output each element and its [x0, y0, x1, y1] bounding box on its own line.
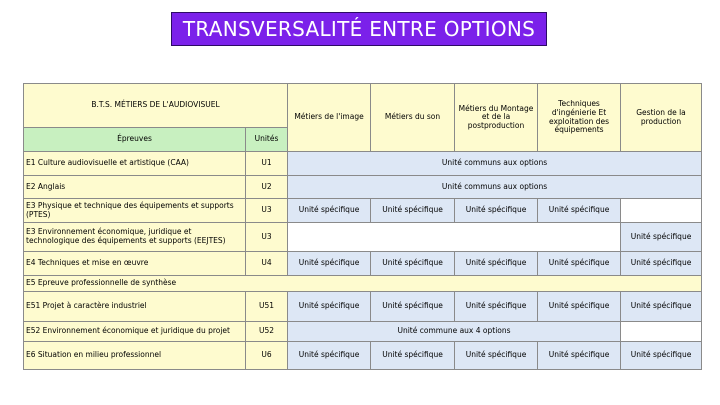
specific-unit-cell: Unité spécifique [538, 342, 621, 370]
specific-unit-cell: Unité spécifique [538, 199, 621, 223]
common-unit-cell: Unité commune aux 4 options [288, 322, 621, 342]
table-row [24, 223, 702, 252]
empty-cell [621, 322, 702, 342]
row-unit: U6 [246, 342, 288, 370]
section-label: E5 Epreuve professionnelle de synthèse [24, 276, 702, 292]
table-row [24, 292, 702, 322]
common-unit-cell: Unité communs aux options [288, 152, 702, 176]
specific-unit-cell: Unité spécifique [288, 342, 371, 370]
row-label: E51 Projet à caractère industriel [24, 292, 246, 322]
option-image-header: Métiers de l'image [288, 84, 371, 152]
option-ingenierie-header: Techniques d'ingénierie Et exploitation des équipements [538, 84, 621, 152]
specific-unit-cell: Unité spécifique [371, 342, 455, 370]
specific-unit-cell: Unité spécifique [288, 252, 371, 276]
table-row [24, 152, 702, 176]
option-production-header: Gestion de la production [621, 84, 702, 152]
bts-header: B.T.S. MÉTIERS DE L'AUDIOVISUEL [24, 84, 288, 128]
common-unit-cell: Unité communs aux options [288, 176, 702, 199]
row-label: E2 Anglais [24, 176, 246, 199]
specific-unit-cell: Unité spécifique [621, 342, 702, 370]
empty-cell [621, 199, 702, 223]
table-row [24, 322, 702, 342]
table-row [24, 276, 702, 292]
specific-unit-cell: Unité spécifique [621, 292, 702, 322]
specific-unit-cell: Unité spécifique [538, 292, 621, 322]
row-label: E4 Techniques et mise en œuvre [24, 252, 246, 276]
row-unit: U4 [246, 252, 288, 276]
row-unit: U3 [246, 199, 288, 223]
header-row-1 [24, 84, 702, 128]
specific-unit-cell: Unité spécifique [288, 199, 371, 223]
empty-cell [288, 223, 621, 252]
option-son-header: Métiers du son [371, 84, 455, 152]
specific-unit-cell: Unité spécifique [371, 199, 455, 223]
title-banner [171, 12, 547, 46]
row-label: E52 Environnement économique et juridique du projet [24, 322, 246, 342]
specific-unit-cell: Unité spécifique [455, 342, 538, 370]
specific-unit-cell: Unité spécifique [621, 223, 702, 252]
row-unit: U2 [246, 176, 288, 199]
epreuves-header: Épreuves [24, 128, 246, 152]
specific-unit-cell: Unité spécifique [538, 252, 621, 276]
specific-unit-cell: Unité spécifique [371, 292, 455, 322]
specific-unit-cell: Unité spécifique [455, 199, 538, 223]
unites-header: Unités [246, 128, 288, 152]
specific-unit-cell: Unité spécifique [371, 252, 455, 276]
specific-unit-cell: Unité spécifique [288, 292, 371, 322]
row-label: E3 Environnement économique, juridique et technologique des équipements et supports (EEJTES) [24, 223, 246, 252]
row-label: E1 Culture audiovisuelle et artistique (CAA) [24, 152, 246, 176]
table-row [24, 342, 702, 370]
row-unit: U1 [246, 152, 288, 176]
option-montage-header: Métiers du Montage et de la postproduction [455, 84, 538, 152]
specific-unit-cell: Unité spécifique [455, 252, 538, 276]
row-unit: U52 [246, 322, 288, 342]
options-table [23, 83, 702, 370]
row-label: E3 Physique et technique des équipements et supports (PTES) [24, 199, 246, 223]
table-row [24, 176, 702, 199]
row-unit: U3 [246, 223, 288, 252]
row-unit: U51 [246, 292, 288, 322]
row-label: E6 Situation en milieu professionnel [24, 342, 246, 370]
table-row [24, 199, 702, 223]
page-title: TRANSVERSALITÉ ENTRE OPTIONS [182, 17, 536, 41]
specific-unit-cell: Unité spécifique [621, 252, 702, 276]
table-row [24, 252, 702, 276]
specific-unit-cell: Unité spécifique [455, 292, 538, 322]
